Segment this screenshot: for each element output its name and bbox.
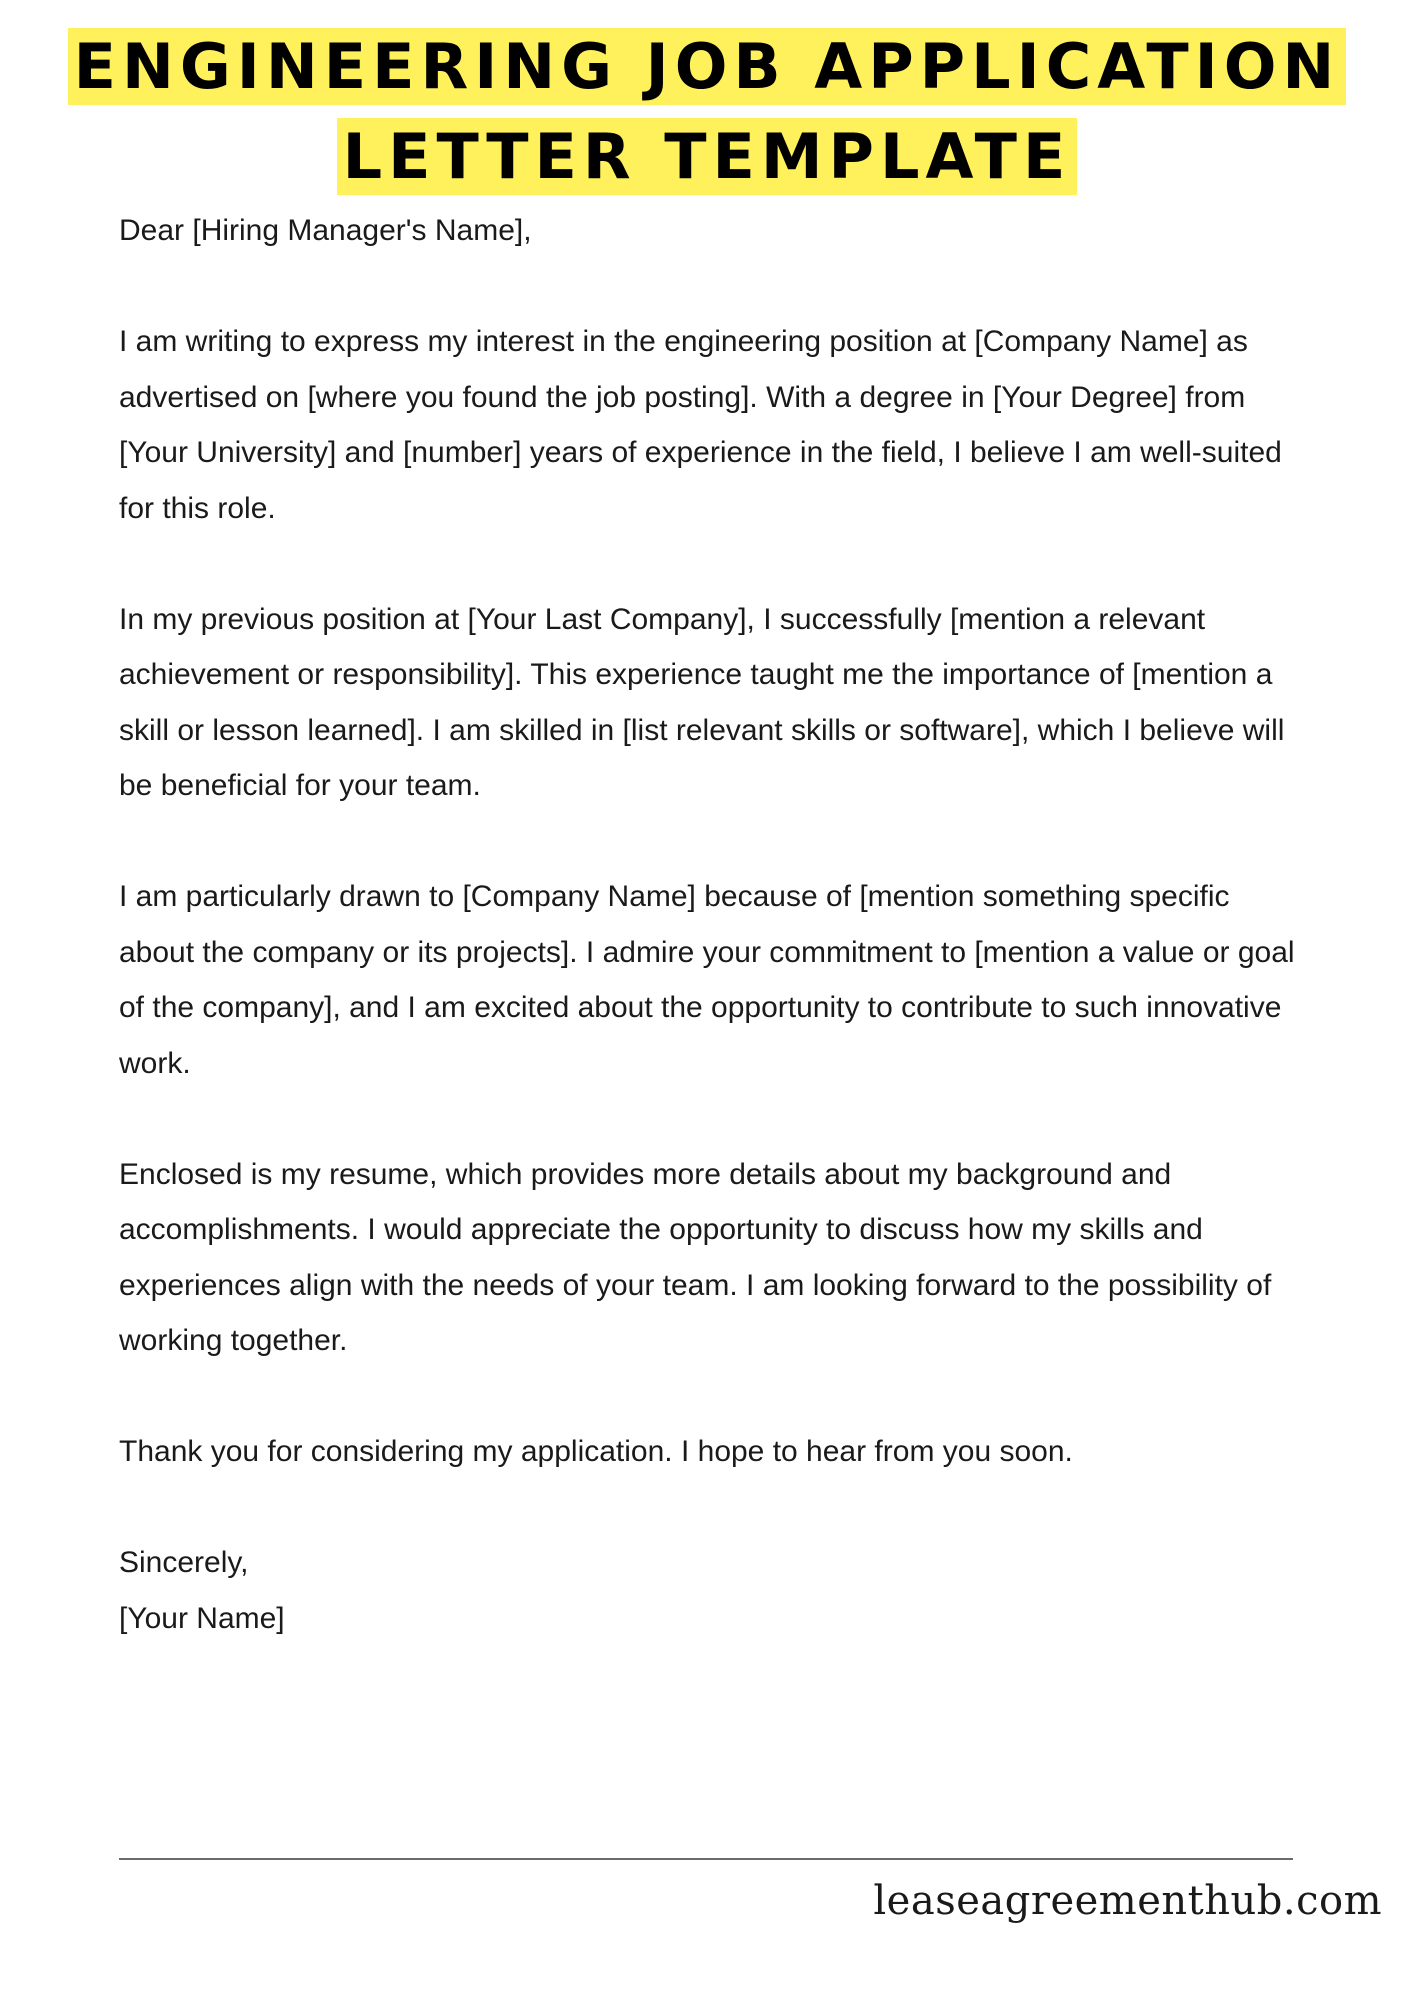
signature: [Your Name] (119, 1601, 285, 1635)
paragraph-thanks: Thank you for considering my application. I hope to hear from you soon. (119, 1435, 1073, 1468)
salutation: Dear [Hiring Manager's Name], (119, 214, 532, 247)
paragraph-intro: I am writing to express my interest in the engineering position at [Company Name] as advertised on [where you found the job posting]. With a degree in [Your Degree] from [Your University] and [number] years of experience in the field, I believe I am well-suited for this role. (119, 325, 1282, 525)
paragraph-company: I am particularly drawn to [Company Name] because of [mention something specific about the company or its projects]. I admire your commitment to [mention a value or goal of the company], and I am excited about the opportunity to contribute to such innovative work. (119, 880, 1295, 1080)
title-line-2: LETTER TEMPLATE (337, 118, 1078, 195)
footer-site-name: leaseagreementhub.com (873, 1878, 1382, 1924)
letter-body (119, 203, 1309, 1646)
page-title (0, 22, 1414, 202)
title-line-1: ENGINEERING JOB APPLICATION (68, 28, 1347, 105)
paragraph-resume: Enclosed is my resume, which provides more details about my background and accomplishments. I would appreciate the opportunity to discuss how my skills and experiences align with the needs of your team. I am looking forward to the possibility of working together. (119, 1157, 1272, 1357)
footer-divider (119, 1858, 1293, 1860)
paragraph-experience: In my previous position at [Your Last Company], I successfully [mention a relevant achievement or responsibility]. This experience taught me the importance of [mention a skill or lesson learned]. I am skilled in [list relevant skills or software], which I believe will be beneficial for your team. (119, 602, 1285, 802)
closing: Sincerely, (119, 1546, 249, 1579)
